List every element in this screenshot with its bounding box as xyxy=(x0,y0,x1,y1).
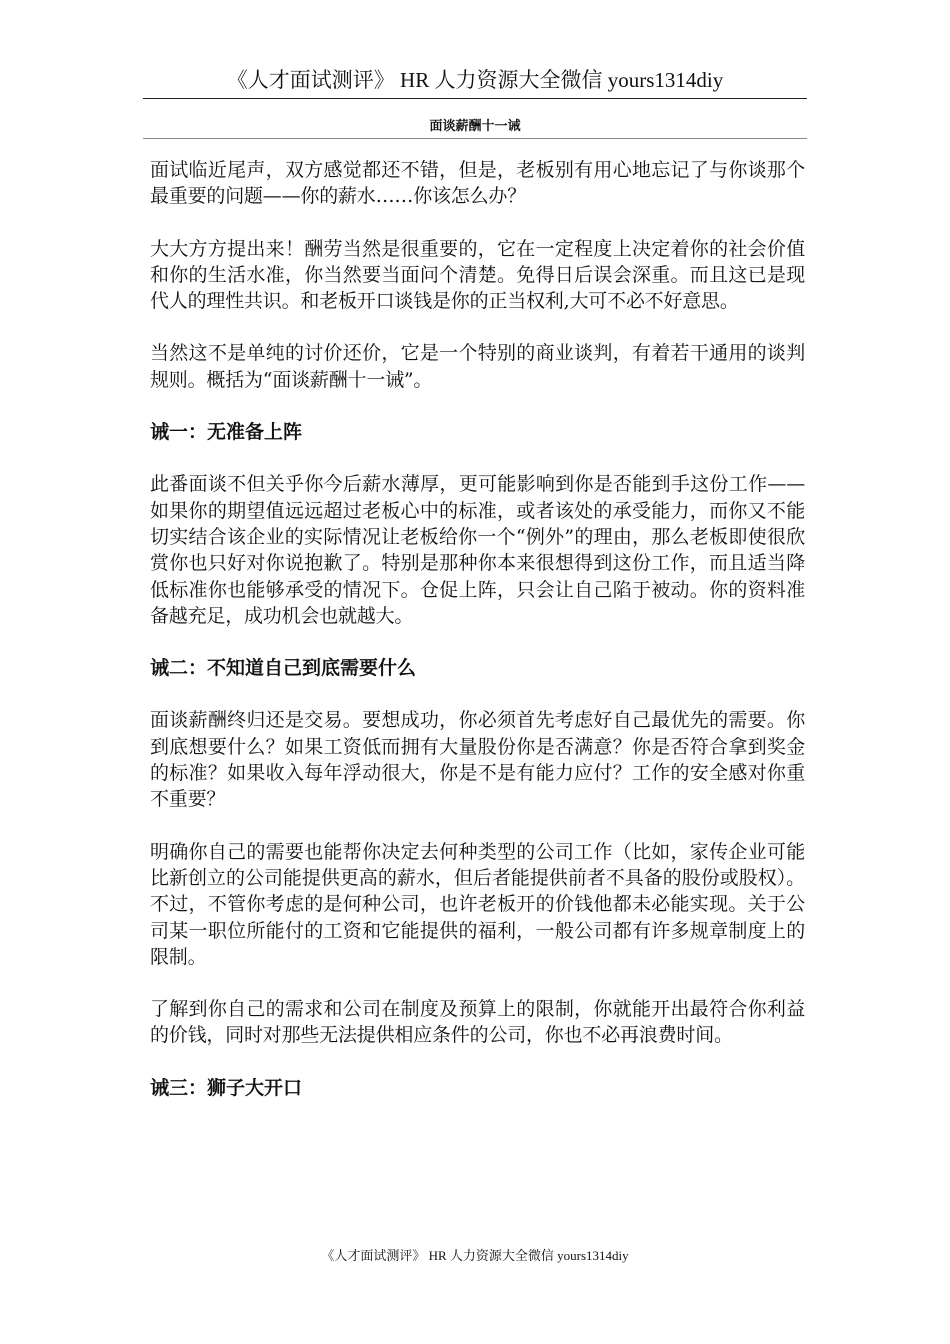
title-rule xyxy=(143,138,807,139)
paragraph-company-type: 明确你自己的需要也能帮你决定去何种类型的公司工作（比如，家传企业可能比新创立的公司能提供更高的薪水，但后者能提供前者不具备的股份或股权）。不过，不管你考虑的是何种公司，也许老板开的价钱他都未必能实现。关于公司某一职位所能付的工资和它能提供的福利，一般公司都有许多规章制度上的限制。 xyxy=(150,840,805,968)
paragraph-intro: 面试临近尾声，双方感觉都还不错，但是，老板别有用心地忘记了与你谈那个最重要的问题——你的薪水……你该怎么办？ xyxy=(150,159,805,208)
section-heading-2: 诫二：不知道自己到底需要什么 xyxy=(150,657,417,680)
document-title: 面谈薪酬十一诫 xyxy=(429,119,521,134)
paragraph-preparation: 此番面谈不但关乎你今后薪水薄厚，更可能影响到你是否能到手这份工作——如果你的期望值远远超过老板心中的标准，或者该处的承受能力，而你又不能切实结合该企业的实际情况让老板给你一个“例外”的理由，那么老板即使很欣赏你也只好对你说抱歉了。特别是那种你本来很想得到这份工作，而且适当降低标准你也能够承受的情况下。仓促上阵，只会让自己陷于被动。你的资料准备越充足，成功机会也就越大。 xyxy=(150,473,805,627)
document-body xyxy=(150,157,805,1127)
paragraph-negotiation-rules: 当然这不是单纯的讨价还价，它是一个特别的商业谈判，有着若干通用的谈判规则。概括为“面谈薪酬十一诫”。 xyxy=(150,342,805,391)
paragraph-limits: 了解到你自己的需求和公司在制度及预算上的限制，你就能开出最符合你利益的价钱，同时对那些无法提供相应条件的公司，你也不必再浪费时间。 xyxy=(150,998,805,1047)
page-footer: 《人才面试测评》 HR 人力资源大全微信 yours1314diy xyxy=(321,1248,629,1263)
paragraph-ask-directly: 大大方方提出来！酬劳当然是很重要的，它在一定程度上决定着你的社会价值和你的生活水准，你当然要当面问个清楚。免得日后误会深重。而且这已是现代人的理性共识。和老板开口谈钱是你的正当权利,大可不必不好意思。 xyxy=(150,237,805,313)
section-heading-3: 诫三：狮子大开口 xyxy=(150,1076,303,1099)
page-header: 《人才面试测评》 HR 人力资源大全微信 yours1314diy xyxy=(226,68,724,92)
header-rule xyxy=(143,98,807,99)
section-heading-1: 诫一：无准备上阵 xyxy=(150,421,303,444)
paragraph-know-needs: 面谈薪酬终归还是交易。要想成功，你必须首先考虑好自己最优先的需要。你到底想要什么？如果工资低而拥有大量股份你是否满意？你是否符合拿到奖金的标准？如果收入每年浮动很大，你是不是有能力应付？工作的安全感对你重不重要？ xyxy=(150,709,805,811)
